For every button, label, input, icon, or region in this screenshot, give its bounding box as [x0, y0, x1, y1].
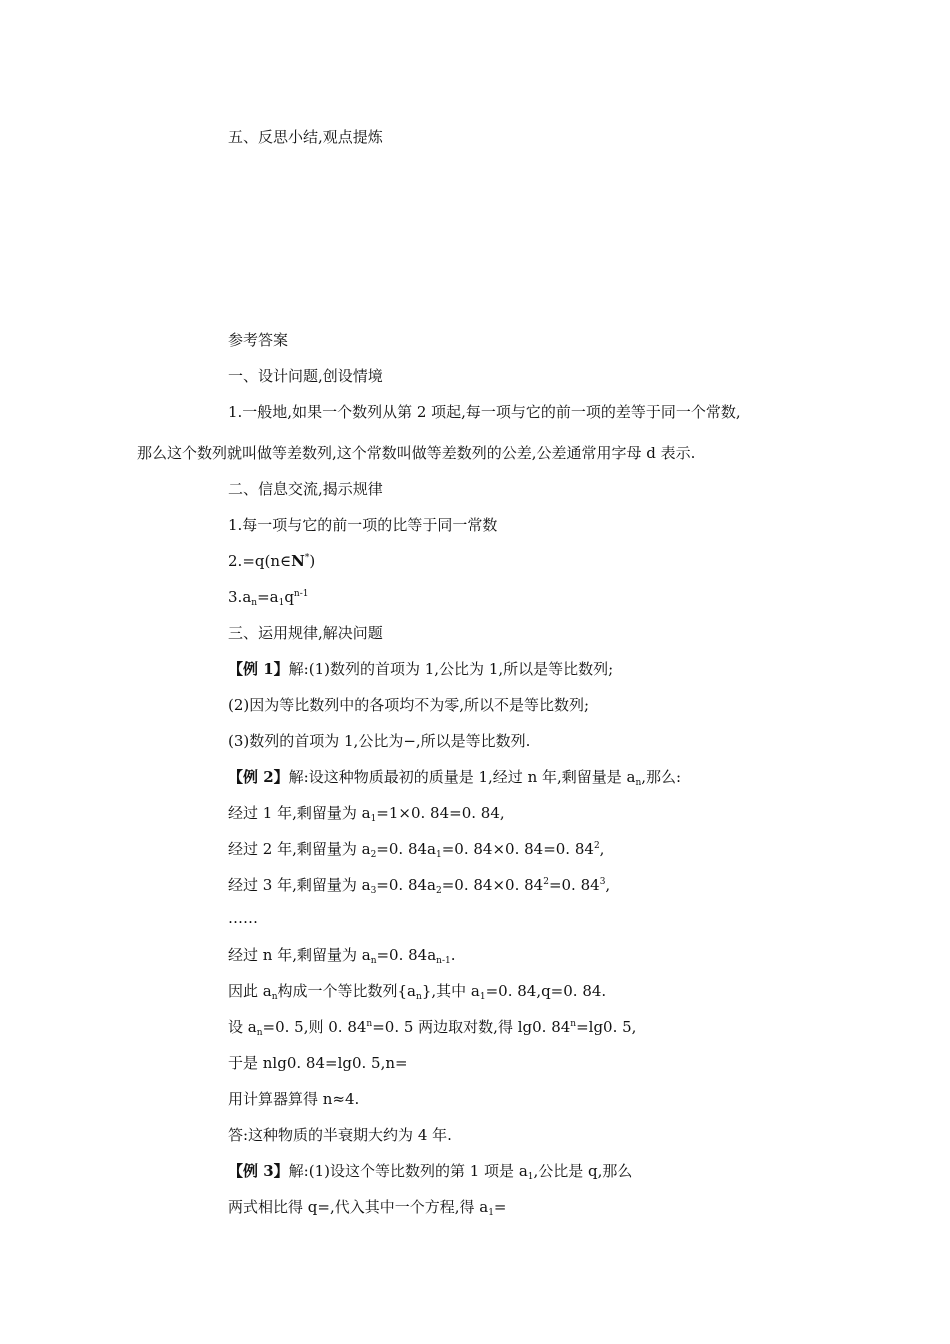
- section-heading-3: 三、运用规律,解决问题: [228, 624, 383, 642]
- s2-item-2: 2.=q(n∈N*): [228, 552, 316, 570]
- section-heading-1: 一、设计问题,创设情境: [228, 367, 383, 385]
- example-2-conclusion3: 于是 nlg0. 84=lg0. 5,n=: [228, 1054, 408, 1072]
- example-3-line1: 【例 3】解:(1)设这个等比数列的第 1 项是 $a_1$,公比是 q,那么: [228, 1162, 633, 1182]
- example-1-line2: (2)因为等比数列中的各项均不为零,所以不是等比数列;: [228, 696, 590, 714]
- example-2-answer: 答:这种物质的半衰期大约为 4 年.: [228, 1126, 452, 1144]
- s1-paragraph-line1: 1.一般地,如果一个数列从第 2 项起,每一项与它的前一项的差等于同一个常数,: [228, 403, 741, 421]
- example-2-ellipsis: ……: [228, 909, 258, 927]
- example-2-conclusion1: 因此 $a_n$构成一个等比数列$\{a_n\}$,其中 $a_1=0$. 84,q=0. 84.: [228, 982, 607, 1002]
- section-heading-2: 二、信息交流,揭示规律: [228, 480, 383, 498]
- s2-item-3: $3.a_n=a_1q^{n-1}$: [228, 588, 309, 608]
- reference-answers-title: 参考答案: [228, 331, 289, 349]
- example-2-year3: 经过 3 年,剩留量为 $a_3=0$. $84a_2=0$. 84×0. $84^2=0$. $84^3$,: [228, 876, 611, 896]
- section-heading-reflection: 五、反思小结,观点提炼: [228, 128, 383, 146]
- example-2-conclusion4: 用计算器算得 n≈4.: [228, 1090, 360, 1108]
- example-2-line1: 【例 2】解:设这种物质最初的质量是 1,经过 n 年,剩留量是 $a_n$,那么:: [228, 768, 682, 788]
- example-2-year2: 经过 2 年,剩留量为 $a_2=0$. $84a_1=0$. 84×0. 84=0. $84^2$,: [228, 840, 605, 860]
- example-1-line1: 【例 1】解:(1)数列的首项为 1,公比为 1,所以是等比数列;: [228, 660, 614, 678]
- s1-paragraph-line2: 那么这个数列就叫做等差数列,这个常数叫做等差数列的公差,公差通常用字母 d 表示.: [137, 444, 696, 462]
- example-2-conclusion2: 设 $a_n=0$. 5,则 0. $84^n=0$. 5 两边取对数,得 lg0. $84^n=\lg 0$. 5,: [228, 1018, 637, 1038]
- s2-item-1: 1.每一项与它的前一项的比等于同一常数: [228, 516, 498, 534]
- example-1-line3: (3)数列的首项为 1,公比为−,所以是等比数列.: [228, 732, 531, 750]
- example-2-year1: 经过 1 年,剩留量为 $a_1=1\times 0$. 84=0. 84,: [228, 804, 505, 824]
- example-2-year-n: 经过 n 年,剩留量为 $a_n=0$. $84a_{n-1}$.: [228, 946, 456, 966]
- example-3-line2: 两式相比得 q=,代入其中一个方程,得 $a_1=$: [228, 1198, 507, 1218]
